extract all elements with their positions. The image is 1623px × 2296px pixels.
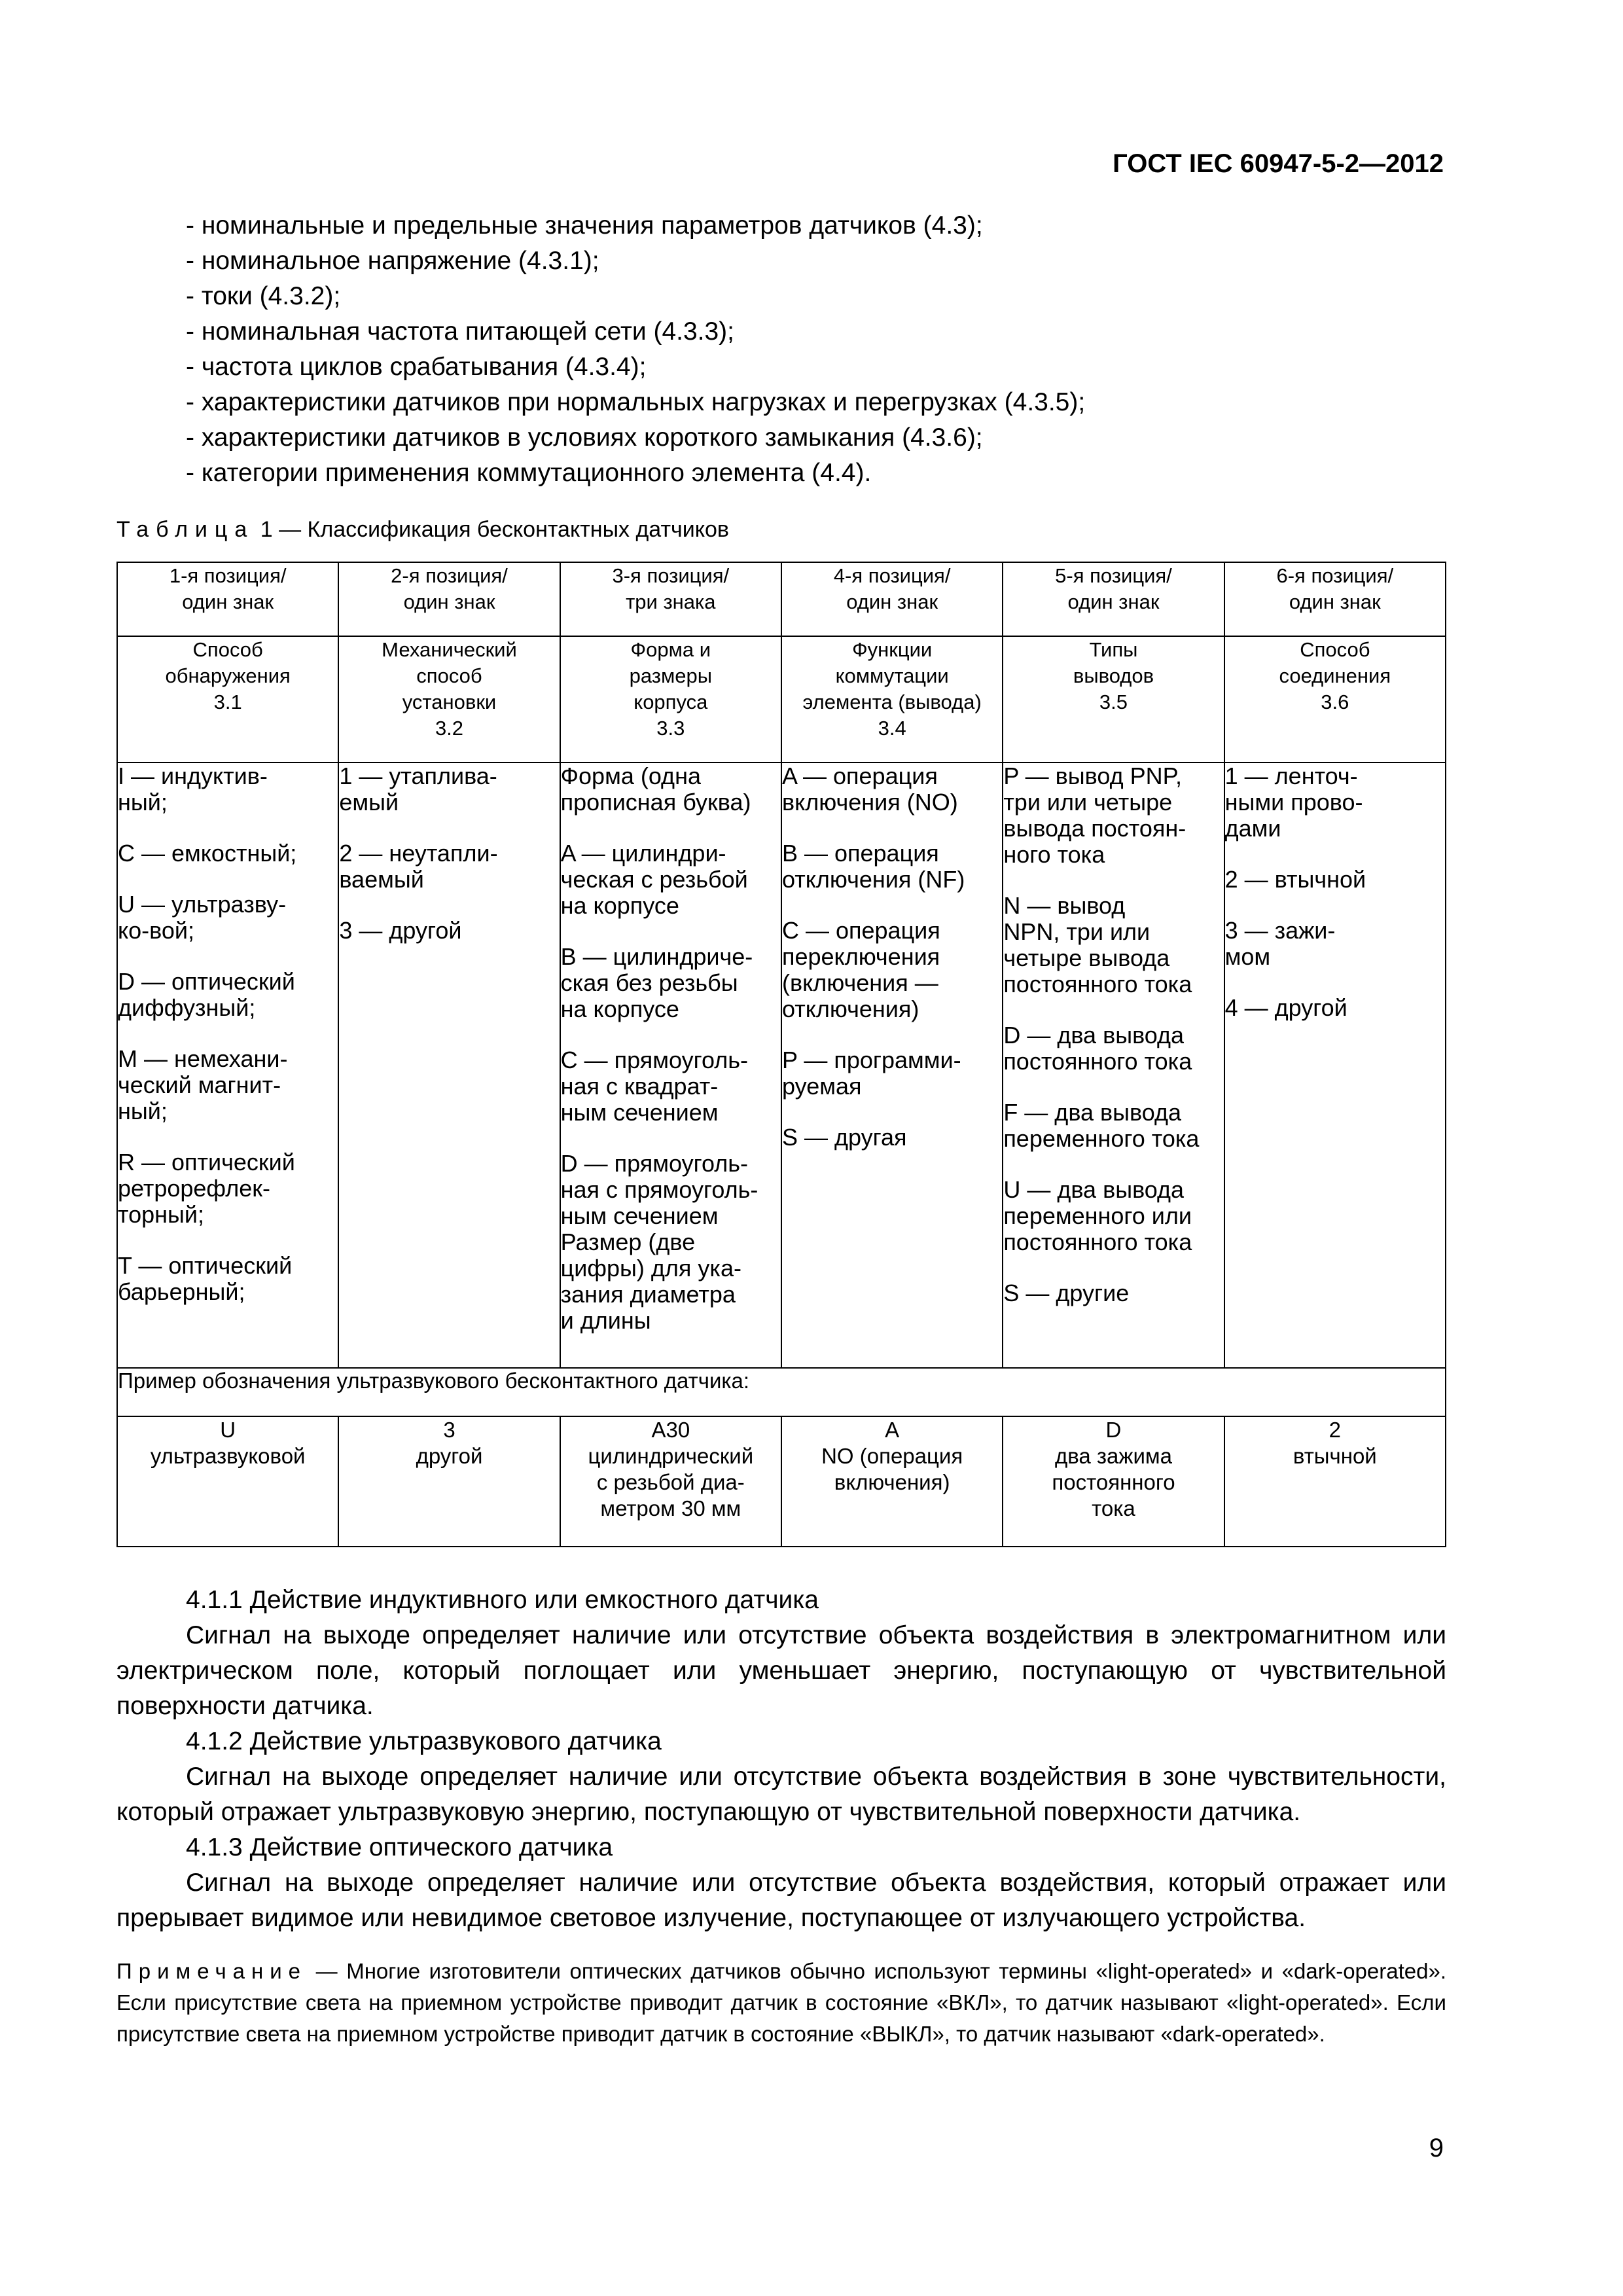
option-item: D — два вывода постоянного тока: [1003, 1021, 1192, 1075]
options-cell: [560, 762, 781, 1368]
option-item: A — цилиндри- ческая с резьбой на корпусе: [560, 839, 748, 919]
option-item: P — программи- руемая: [781, 1046, 961, 1100]
option-item: S — другие: [1003, 1279, 1130, 1306]
option-item: M — немехани- ческий магнит- ный;: [118, 1045, 288, 1124]
position-header: 5-я позиция/ один знак: [1003, 562, 1224, 636]
list-item: - характеристики датчиков в условиях короткого замыкания (4.3.6);: [186, 423, 983, 452]
table-row: [117, 636, 1446, 762]
option-item: A — операция включения (NO): [781, 762, 958, 816]
option-item: C — прямоуголь- ная с квадрат- ным сечением: [560, 1046, 748, 1126]
option-item: T — оптический барьерный;: [118, 1251, 293, 1305]
example-value: A30 цилиндрический с резьбой диа- метром 30 мм: [560, 1416, 781, 1547]
category-header: Функции коммутации элемента (вывода) 3.4: [781, 636, 1003, 762]
options-cell: [338, 762, 560, 1368]
document-code: ГОСТ IEC 60947-5-2—2012: [1113, 149, 1444, 178]
page-number: 9: [1429, 2134, 1444, 2162]
options-cell: [781, 762, 1003, 1368]
table-row: [117, 1368, 1446, 1416]
list-item: - характеристики датчиков при нормальных нагрузках и перегрузках (4.3.5);: [186, 388, 1086, 416]
option-item: U — два вывода переменного или постоянного тока: [1003, 1175, 1192, 1255]
option-item: 3 — зажи- мом: [1224, 916, 1336, 970]
option-item: F — два вывода переменного тока: [1003, 1098, 1200, 1152]
example-value: 2 втычной: [1224, 1416, 1446, 1547]
option-item: C — емкостный;: [118, 839, 297, 867]
example-title: Пример обозначения ультразвукового бесконтактного датчика:: [117, 1368, 1446, 1416]
position-header: 1-я позиция/ один знак: [117, 562, 338, 636]
option-item: 2 — втычной: [1224, 865, 1366, 893]
options-cell: [1224, 762, 1446, 1368]
table-caption-title: 1 — Классификация бесконтактных датчиков: [254, 517, 729, 542]
option-item: D — оптический диффузный;: [118, 967, 295, 1021]
table-caption: [116, 517, 729, 543]
example-value: D два зажима постоянного тока: [1003, 1416, 1224, 1547]
option-item: B — операция отключения (NF): [781, 839, 965, 893]
table-row: [117, 762, 1446, 1368]
option-item: 1 — ленточ- ными прово- дами: [1224, 762, 1363, 842]
section-heading: 4.1.3 Действие оптического датчика: [186, 1833, 613, 1861]
table-row: [117, 1416, 1446, 1547]
option-item: U — ультразву- ко-вой;: [118, 890, 287, 944]
position-header: 2-я позиция/ один знак: [338, 562, 560, 636]
option-item: C — операция переключения (включения — отключения): [781, 916, 940, 1022]
bullet-list: [186, 208, 1429, 491]
list-item: - токи (4.3.2);: [186, 282, 341, 310]
table-caption-label: Таблица: [116, 517, 255, 542]
option-item: I — индуктив- ный;: [118, 762, 268, 816]
options-cell: [117, 762, 338, 1368]
list-item: - номинальная частота питающей сети (4.3.3);: [186, 317, 735, 346]
list-item: - категории применения коммутационного элемента (4.4).: [186, 459, 872, 487]
note-text: — Многие изготовители оптических датчиков обычно используют термины «light-operated» и «dark-operated». Если присутствие света на приемном устройстве приводит датчик в состояние «ВКЛ», то датчик называют «light-operated». Если присутствие света на приемном устройстве приводит датчик в состояние «ВЫКЛ», то датчик называют «dark-operated».: [116, 1959, 1446, 2046]
section-paragraph: Сигнал на выходе определяет наличие или отсутствие объекта воздействия в электромагнитном или электрическом поле, который поглощает или уменьшает энергию, поступающую от чувствительной поверхности датчика.: [116, 1621, 1446, 1720]
note: [116, 1956, 1446, 2050]
position-header: 3-я позиция/ три знака: [560, 562, 781, 636]
category-header: Типы выводов 3.5: [1003, 636, 1224, 762]
option-item: 3 — другой: [339, 916, 462, 944]
classification-table: [116, 562, 1446, 1547]
list-item: - частота циклов срабатывания (4.3.4);: [186, 353, 647, 381]
option-item: 1 — утаплива- емый: [339, 762, 497, 816]
option-item: 4 — другой: [1224, 994, 1347, 1021]
option-item: D — прямоуголь- ная с прямоуголь- ным сечением Размер (две цифры) для ука- зания диаметра и длины: [560, 1149, 758, 1334]
position-header: 4-я позиция/ один знак: [781, 562, 1003, 636]
section-paragraph: Сигнал на выходе определяет наличие или отсутствие объекта воздействия, который отражает или прерывает видимое или невидимое световое излучение, поступающее от излучающего устройства.: [116, 1869, 1446, 1932]
note-label: Примечание: [116, 1959, 308, 1983]
option-item: B — цилиндриче- ская без резьбы на корпусе: [560, 942, 753, 1022]
category-header: Форма и размеры корпуса 3.3: [560, 636, 781, 762]
section-heading: 4.1.1 Действие индуктивного или емкостного датчика: [186, 1586, 819, 1614]
position-header: 6-я позиция/ один знак: [1224, 562, 1446, 636]
section-heading: 4.1.2 Действие ультразвукового датчика: [186, 1727, 662, 1755]
options-cell: [1003, 762, 1224, 1368]
list-item: - номинальное напряжение (4.3.1);: [186, 247, 599, 275]
option-item: Форма (одна прописная буква): [560, 762, 751, 816]
example-value: A NO (операция включения): [781, 1416, 1003, 1547]
option-item: R — оптический ретрорефлек- торный;: [118, 1148, 295, 1228]
option-item: S — другая: [781, 1123, 907, 1151]
list-item: - номинальные и предельные значения параметров датчиков (4.3);: [186, 211, 983, 240]
section-4-1-1: [116, 1583, 1446, 1724]
example-value: 3 другой: [338, 1416, 560, 1547]
example-value: U ультразвуковой: [117, 1416, 338, 1547]
option-item: N — вывод NPN, три или четыре вывода постоянного тока: [1003, 891, 1192, 997]
section-paragraph: Сигнал на выходе определяет наличие или отсутствие объекта воздействия в зоне чувствительности, который отражает ультразвуковую энергию, поступающую от чувствительной поверхности датчика.: [116, 1763, 1446, 1826]
category-header: Механический способ установки 3.2: [338, 636, 560, 762]
option-item: P — вывод PNP, три или четыре вывода постоян- ного тока: [1003, 762, 1186, 868]
category-header: Способ соединения 3.6: [1224, 636, 1446, 762]
option-item: 2 — неутапли- ваемый: [339, 839, 498, 893]
category-header: Способ обнаружения 3.1: [117, 636, 338, 762]
section-4-1-2: [116, 1724, 1446, 1830]
section-4-1-3: [116, 1830, 1446, 1936]
table-row: [117, 562, 1446, 636]
